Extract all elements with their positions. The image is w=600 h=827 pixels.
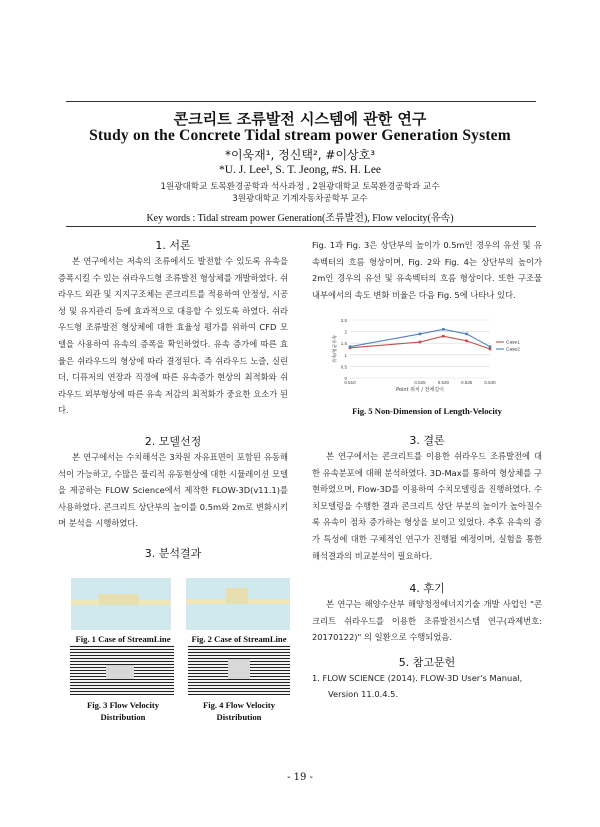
conclusion-paragraph: 본 연구에서는 콘크리트를 이용한 쉬라우드 조류발전에 대한 유속분포에 대해 분석하였다. 3D-Max를 통하여 형상체를 구현하였으며, Flow-3D를 이용하여 수치모델링을 진행하였다. 수치모델링을 수행한 결과 콘크리트 상단 부분의 높이가 높아질수록 유속이 점차 증가하는 형상을 보이고 있었다. 추후 유속의 증가 특성에 대한 구체적인 연구가 진행될 예정이며, 실험을 통한 해석결과의 비교분석이 필요하다. [312,451,542,561]
intro-heading: 1. 서론 [155,239,191,252]
affiliation-line-2: 3원광대학교 기계자동차공학부 교수 [232,194,368,204]
keywords-rule [66,226,536,227]
ack-heading: 4. 후기 [409,582,445,595]
ack-paragraph: 본 연구는 해양수산부 해양청정에너지기술 개발 사업인 "콘크리트 쉬라우드를 이용한 조류발전시스템 연구(과제번호: 20170122)" 의 일환으로 수행되었음. [312,599,542,643]
keywords: Key words : Tidal stream power Generation(조류발전), Flow velocity(유속) [146,213,454,224]
fig3-structure [106,665,134,679]
reference-1-line1: 1. FLOW SCIENCE (2014). FLOW-3D User's Manual, [312,673,523,683]
title-english: Study on the Concrete Tidal stream power Generation System [89,127,511,144]
model-heading: 2. 모델선정 [144,435,202,448]
fig5-caption: Fig. 5 Non-Dimension of Length-Velocity [352,406,502,416]
data-point-case1 [489,348,492,351]
model-paragraph: 본 연구에서는 수치해석은 3차원 자유표면이 포함된 유동해석이 가능하고, 수많은 물리적 유동현상에 대한 시뮬레이션 모델을 제공하는 FLOW Science에서 제작한 FLOW-3D(v11.1)를 사용하였다. 콘크리트 상단부의 높이를 0.5m와 2m로 변화시키며 분석을 시행하였다. [58,452,288,529]
x-tick-label: 0.510 [344,380,356,385]
x-tick-label: 0.535 [461,380,473,385]
top-rule [66,101,536,102]
y-tick-label: 0.5 [340,364,347,370]
y-tick-label: 1 [344,352,347,358]
title-korean: 콘크리트 조류발전 시스템에 관한 연구 [173,110,427,128]
data-point-case1 [465,340,468,343]
fig1-caption: Fig. 1 Case of StreamLine [75,634,171,644]
fig4-caption-line2: Distribution [216,712,262,722]
fig3-velocity-image [70,645,174,695]
x-axis-label: Point 위치 / 전체길이 [396,387,444,393]
fig4-velocity-image [188,645,290,695]
fig4-structure [228,659,250,679]
y-tick-label: 1.5 [340,341,347,347]
data-point-case2 [465,333,468,336]
fig2-structure [226,588,248,604]
data-point-case1 [419,341,422,344]
intro-paragraph: 본 연구에서는 저속의 조류에서도 발전할 수 있도록 유속을 증폭시킬 수 있는 쉬라우드형 조류발전 형상체를 개발하였다. 쉬라우드 외관 및 지지구조체는 콘크리트를 적용하여 안정성, 시공성 및 유지관리 등에 효과적으로 대응할 수 있도록 하였다. 쉬라우드형 조류발전 형상체에 대한 효율성 평가를 위하여 CFD 모델을 사용하여 유속의 증폭을 확인하였다. 유속 증가에 따른 효율은 쉬라우드의 형상에 따라 결정된다. 즉 쉬라우드 노즐, 실린더, 디퓨저의 연장과 직경에 따른 유속증가 현상의 최적화와 쉬라우드 외부형상에 따른 유속 저감의 최적화가 중요한 요소가 된다. [58,256,288,416]
page-number: - 19 - [287,772,313,783]
reference-1-line2: Version 11.0.4.5. [328,689,399,699]
affiliation-line-1: 1원광대학교 토목환경공학과 석사과정 , 2원광대학교 토목환경공학과 교수 [160,182,440,192]
authors-english: *U. J. Lee¹, S. T. Jeong, #S. H. Lee [218,164,382,176]
data-point-case2 [349,345,352,348]
data-point-case2 [442,328,445,331]
x-tick-label: 0.525 [414,380,426,385]
data-point-case2 [419,333,422,336]
legend-label: Case2 [506,347,520,353]
fig3-caption-line2: Distribution [100,712,146,722]
conclusion-heading: 3. 결론 [409,434,445,447]
y-tick-label: 2.5 [340,318,347,323]
data-point-case2 [489,345,492,348]
x-tick-label: 0.530 [437,380,449,385]
x-tick-label: 0.540 [484,380,496,385]
y-tick-label: 0 [344,376,347,381]
references-heading: 5. 참고문헌 [398,656,456,669]
results-paragraph: Fig. 1과 Fig. 3은 상단부의 높이가 0.5m인 경우의 유선 및 유속벡터의 흐름 형상이며, Fig. 2와 Fig. 4는 상단부의 높이가 2m인 경우의 유선 및 유속벡터의 흐름 형상이다. 또한 구조물 내부에서의 속도 변화 비율은 다음 Fig. 5에 나타나 있다. [312,240,542,300]
fig3-caption-line1: Fig. 3 Flow Velocity [86,700,160,710]
analysis-heading: 3. 분석결과 [144,547,202,560]
legend-label: Case1 [506,340,520,346]
y-axis-label: 유속/평균유속 [333,335,338,363]
fig1-structure [99,594,139,605]
y-tick-label: 2 [344,329,347,335]
fig2-streamline-image [186,578,290,630]
data-point-case1 [442,335,445,338]
authors-korean: *이욱재¹, 정신택², #이상호³ [224,148,376,162]
fig5-chart [330,316,526,394]
fig1-streamline-image [71,578,171,630]
fig4-caption-line1: Fig. 4 Flow Velocity [202,700,276,710]
fig2-caption: Fig. 2 Case of StreamLine [191,634,287,644]
